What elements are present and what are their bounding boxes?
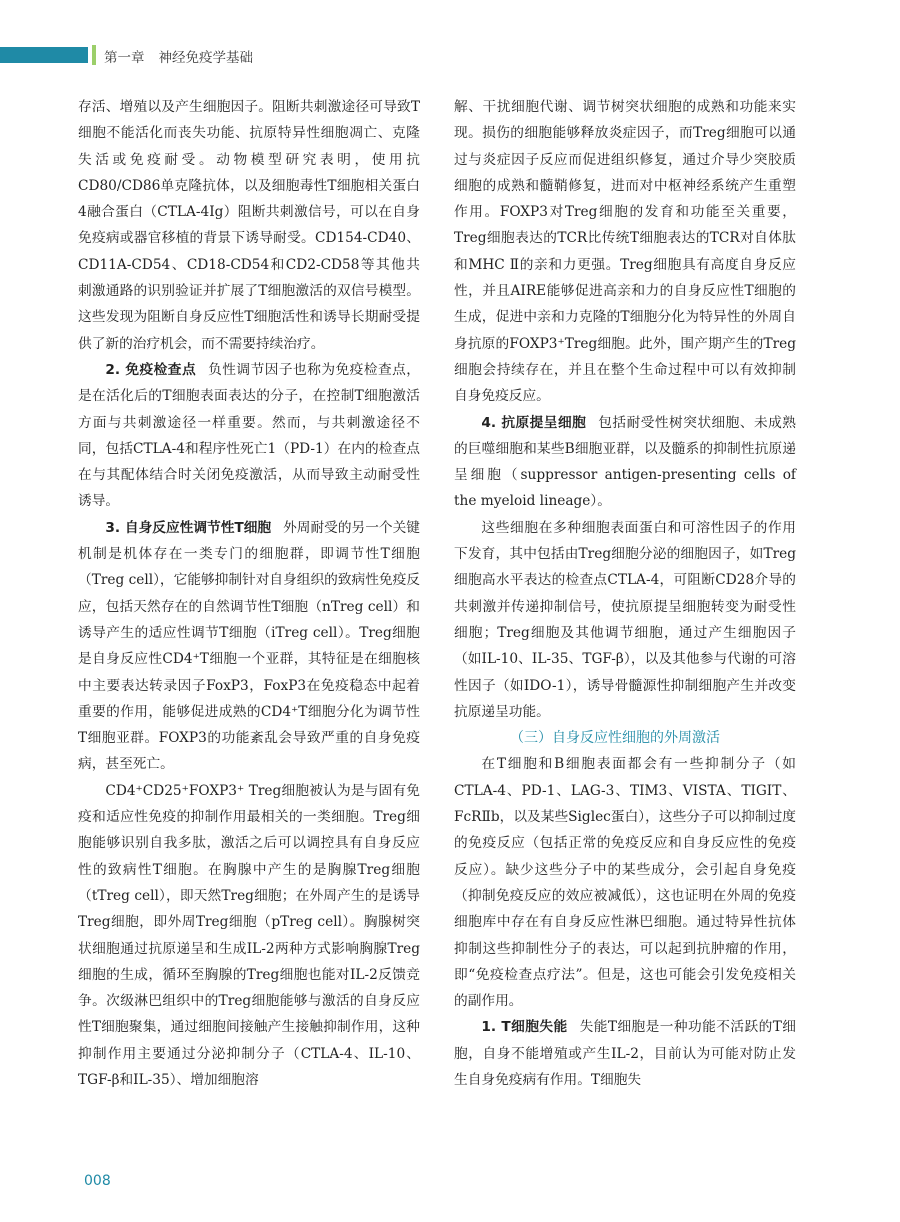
section-heading: 2. 免疫检查点 bbox=[105, 361, 197, 378]
paragraph: CD4⁺CD25⁺FOXP3⁺ Treg细胞被认为是与固有免疫和适应性免疫的抑制作用最相关的一类细胞。Treg细胞能够识别自我多肽，激活之后可以调控具有自身反应性的致病性T细胞。在胸腺中产生的是胸腺Treg细胞（tTreg cell），即天然Treg细胞；在外周产生的是诱导Treg细胞，即外周Treg细胞（pTreg cell）。胸腺树突状细胞通过抗原递呈和生成IL-2两种方式影响胸腺Treg细胞的生成，循环至胸腺的Treg细胞也能对IL-2反馈竞争。次级淋巴组织中的Treg细胞能够与激活的自身反应性T细胞聚集，通过细胞间接触产生接触抑制作用，这种抑制作用主要通过分泌抑制分子（CTLA-4、IL-10、TGF-β和IL-35）、增加细胞溶 bbox=[78, 782, 420, 1088]
paragraph bbox=[454, 410, 796, 515]
paragraph: 存活、增殖以及产生细胞因子。阻断共刺激途径可导致T细胞不能活化而丧失功能、抗原特异性细胞凋亡、克隆失活或免疫耐受。动物模型研究表明，使用抗CD80/CD86单克隆抗体，以及细胞毒性T细胞相关蛋白4融合蛋白（CTLA-4Ig）阻断共刺激信号，可以在自身免疫病或器官移植的背景下诱导耐受。CD154-CD40、CD11A-CD54、CD18-CD54和CD2-CD58等其他共刺激通路的识别验证并扩展了T细胞激活的双信号模型。这些发现为阻断自身反应性T细胞活性和诱导长期耐受提供了新的治疗机会，而不需要持续治疗。 bbox=[78, 99, 420, 352]
paragraph-text: 外周耐受的另一个关键机制是机体存在一类专门的细胞群，即调节性T细胞（Treg cell），它能够抑制针对自身组织的致病性免疫反应，包括天然存在的自然调节性T细胞（nTreg cell）和诱导产生的适应性调节T细胞（iTreg cell）。Treg细胞是自身反应性CD4⁺T细胞一个亚群，其特征是在细胞核中主要表达转录因子FoxP3，FoxP3在免疫稳态中起着重要的作用，能够促进成熟的CD4⁺T细胞分化为调节性T细胞亚群。FOXP3的功能紊乱会导致严重的自身免疫病，甚至死亡。 bbox=[78, 519, 420, 773]
paragraph-text: 失能T细胞是一种功能不活跃的T细胞，自身不能增殖或产生IL-2，目前认为可能对防止发生自身免疫病有作用。T细胞失 bbox=[454, 1019, 796, 1088]
chapter-title: 神经免疫学基础 bbox=[158, 50, 253, 66]
left-column bbox=[78, 94, 420, 1093]
paragraph bbox=[78, 357, 420, 515]
paragraph-text: 负性调节因子也称为免疫检查点，是在活化后的T细胞表面表达的分子，在控制T细胞激活方面与共刺激途径一样重要。然而，与共刺激途径不同，包括CTLA-4和程序性死亡1（PD-1）在内的检查点在与其配体结合时关闭免疫激活，从而导致主动耐受性诱导。 bbox=[78, 361, 420, 510]
paragraph-text: 包括耐受性树突状细胞、未成熟的巨噬细胞和某些B细胞亚群，以及髓系的抑制性抗原递呈细胞（suppressor antigen-presenting cells of the myeloid lineage）。 bbox=[454, 414, 796, 510]
paragraph bbox=[78, 515, 420, 778]
right-column bbox=[454, 94, 796, 1093]
paragraph: 解、干扰细胞代谢、调节树突状细胞的成熟和功能来实现。损伤的细胞能够释放炎症因子，而Treg细胞可以通过与炎症因子反应而促进组织修复，通过介导少突胶质细胞的成熟和髓鞘修复，进而对中枢神经系统产生重塑作用。FOXP3对Treg细胞的发育和功能至关重要，Treg细胞表达的TCR比传统T细胞表达的TCR对自体肽和MHC Ⅱ的亲和力更强。Treg细胞具有高度自身反应性，并且AIRE能够促进高亲和力的自身反应性T细胞的生成，促进中亲和力克隆的T细胞分化为特异性的外周自身抗原的FOXP3⁺Treg细胞。此外，围产期产生的Treg细胞会持续存在，并且在整个生命过程中可以有效抑制自身免疫反应。 bbox=[454, 99, 796, 405]
page-number: 008 bbox=[84, 1173, 111, 1189]
header-marker bbox=[92, 45, 96, 65]
running-header bbox=[104, 46, 253, 66]
chapter-number: 第一章 bbox=[104, 50, 145, 66]
header-accent-bar bbox=[0, 47, 88, 63]
paragraph bbox=[454, 1014, 796, 1093]
paragraph: 这些细胞在多种细胞表面蛋白和可溶性因子的作用下发育，其中包括由Treg细胞分泌的细胞因子，如Treg细胞高水平表达的检查点CTLA-4，可阻断CD28介导的共刺激并传递抑制信号，使抗原提呈细胞转变为耐受性细胞；Treg细胞及其他调节细胞，通过产生细胞因子（如IL-10、IL-35、TGF-β），以及其他参与代谢的可溶性因子（如IDO-1），诱导骨髓源性抑制细胞产生并改变抗原递呈功能。 bbox=[454, 519, 796, 720]
section-heading: 4. 抗原提呈细胞 bbox=[481, 414, 587, 431]
section-heading: 1. T细胞失能 bbox=[481, 1019, 568, 1036]
section-heading: 3. 自身反应性调节性T细胞 bbox=[105, 519, 272, 536]
paragraph: 在T细胞和B细胞表面都会有一些抑制分子（如CTLA-4、PD-1、LAG-3、TIM3、VISTA、TIGIT、FcRⅡb，以及某些Siglec蛋白），这些分子可以抑制过度的免疫反应（包括正常的免疫反应和自身反应性的免疫反应）。缺少这些分子中的某些成分，会引起自身免疫（抑制免疫反应的效应被减低），这也证明在外周的免疫细胞库中存在有自身反应性淋巴细胞。通过特异性抗体抑制这些抑制性分子的表达，可以起到抗肿瘤的作用，即“免疫检查点疗法”。但是，这也可能会引发免疫相关的副作用。 bbox=[454, 756, 796, 1010]
subsection-heading: （三）自身反应性细胞的外周激活 bbox=[510, 730, 720, 747]
